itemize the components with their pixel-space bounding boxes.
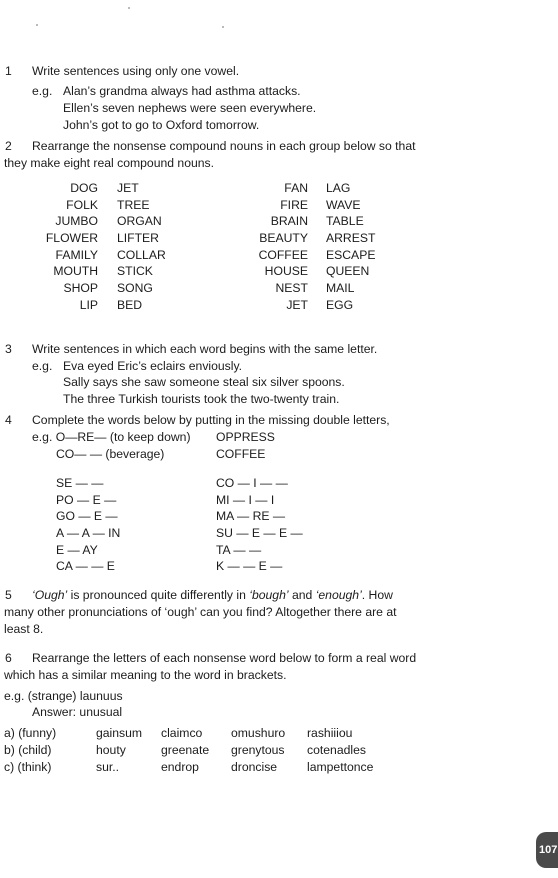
word: JET — [286, 297, 308, 312]
word: FAN — [284, 181, 308, 195]
word-puzzle: SU — E — E — — [216, 526, 303, 541]
page-speck — [36, 24, 38, 26]
exercise-6-number: 6 — [5, 651, 12, 665]
text: and — [288, 588, 316, 602]
word: TREE — [117, 197, 150, 212]
anagram-word: lampettonce — [307, 760, 374, 774]
word-puzzle: GO — E — — [56, 509, 118, 524]
exercise-3-example: Eva eyed Eric’s eclairs enviously. — [63, 359, 243, 373]
exercise-4-example-answer: OPPRESS — [216, 430, 275, 444]
exercise-5-line-3: least 8. — [4, 622, 44, 636]
exercise-1-example: John’s got to go to Oxford tomorrow. — [63, 118, 260, 132]
word-puzzle: SE — — — [56, 476, 104, 490]
exercise-3-example: Sally says she saw someone steal six silver spoons. — [63, 375, 345, 389]
word-puzzle: K — — E — — [216, 559, 283, 574]
word: JUMBO — [55, 214, 98, 229]
compound-left-first-column — [20, 180, 98, 314]
compound-right-first-column — [230, 180, 308, 314]
italic-term: ‘bough’ — [249, 588, 289, 602]
anagram-word: houty — [96, 743, 126, 757]
word: BRAIN — [270, 214, 308, 229]
text: . How — [361, 588, 393, 602]
exercise-1-number: 1 — [5, 64, 12, 78]
exercise-1-instruction: Write sentences using only one vowel. — [32, 64, 240, 78]
word: MAIL — [326, 281, 355, 296]
exercise-4-example-answer: COFFEE — [216, 447, 266, 461]
anagram-word: grenytous — [231, 743, 285, 757]
word-puzzle: MI — I — I — [216, 492, 275, 507]
word: FOLK — [66, 197, 98, 212]
word: ESCAPE — [326, 247, 376, 262]
italic-term: ‘Ough’ — [32, 588, 68, 602]
word: SHOP — [63, 281, 98, 296]
anagram-word: cotenadles — [307, 743, 366, 757]
exercise-6-example: e.g. (strange) launuus — [4, 689, 123, 703]
italic-term: ‘enough’ — [315, 588, 362, 602]
word: MOUTH — [53, 264, 98, 279]
anagram-word: greenate — [161, 743, 210, 757]
exercise-1-example: Alan’s grandma always had asthma attacks. — [63, 84, 301, 98]
exercise-5-line-2: many other pronunciations of ‘ough’ can you find? Altogether there are at — [4, 605, 397, 619]
word: DOG — [70, 181, 98, 195]
anagram-row-label: c) (think) — [4, 760, 52, 774]
word: BED — [117, 297, 143, 312]
word: BEAUTY — [259, 231, 308, 246]
word: EGG — [326, 297, 354, 312]
anagram-word: rashiiiou — [307, 726, 353, 740]
word-puzzle: E — AY — [56, 542, 98, 557]
compound-left-second-column — [117, 180, 166, 314]
page-speck — [128, 7, 130, 9]
word: WAVE — [326, 197, 361, 212]
word-puzzle: A — A — IN — [56, 526, 121, 541]
exercise-5-line-1 — [32, 587, 393, 604]
anagram-word: gainsum — [96, 726, 143, 740]
anagram-word: endrop — [161, 760, 199, 774]
compound-right-second-column — [326, 180, 375, 314]
word: NEST — [275, 281, 308, 296]
word-puzzle: TA — — — [216, 542, 262, 557]
word: TABLE — [326, 214, 364, 229]
word-puzzle: MA — RE — — [216, 509, 286, 524]
exercise-4-instruction: Complete the words below by putting in the missing double letters, — [32, 413, 390, 427]
anagram-word: droncise — [231, 760, 278, 774]
double-letter-right-column — [216, 475, 303, 575]
text: is pronounced quite differently in — [67, 588, 250, 602]
word: FAMILY — [55, 247, 98, 262]
word: STICK — [117, 264, 153, 279]
exercise-4-example-clue: CO— — (beverage) — [56, 447, 165, 461]
anagram-word: claimco — [161, 726, 203, 740]
word: LIFTER — [117, 231, 159, 246]
anagram-word: sur.. — [96, 760, 120, 774]
anagram-word: omushuro — [231, 726, 286, 740]
word-puzzle: CA — — E — [56, 559, 115, 574]
word: COFFEE — [258, 247, 308, 262]
word: COLLAR — [117, 247, 166, 262]
anagram-row-label: a) (funny) — [4, 726, 57, 740]
word: LAG — [326, 181, 351, 195]
word: FLOWER — [45, 231, 98, 246]
anagram-row-label: b) (child) — [4, 743, 52, 757]
word: ORGAN — [117, 214, 162, 229]
exercise-3-example: The three Turkish tourists took the two-twenty train. — [63, 392, 340, 406]
double-letter-left-column — [56, 475, 120, 575]
exercise-6-instruction: Rearrange the letters of each nonsense word below to form a real word — [32, 651, 417, 665]
word: JET — [117, 181, 139, 195]
exercise-6-instruction-cont: which has a similar meaning to the word in brackets. — [4, 668, 287, 682]
exercise-2-number: 2 — [5, 139, 12, 153]
exercise-3-number: 3 — [5, 342, 12, 356]
page-speck — [222, 26, 224, 28]
word-puzzle: PO — E — — [56, 492, 117, 507]
exercise-6-example-answer: Answer: unusual — [32, 705, 123, 719]
word: ARREST — [326, 231, 376, 246]
exercise-1-example: Ellen’s seven nephews were seen everywhere. — [63, 101, 317, 115]
exercise-3-eg: e.g. — [32, 359, 53, 373]
word-puzzle: CO — I — — — [216, 476, 288, 490]
word: LIP — [79, 297, 98, 312]
word: HOUSE — [264, 264, 308, 279]
word: SONG — [117, 281, 153, 296]
exercise-2-instruction: Rearrange the nonsense compound nouns in each group below so that — [32, 139, 416, 153]
page-number-badge: 107 — [536, 832, 558, 868]
word: QUEEN — [326, 264, 370, 279]
word: FIRE — [280, 197, 308, 212]
exercise-3-instruction: Write sentences in which each word begins with the same letter. — [32, 342, 378, 356]
exercise-5-number: 5 — [5, 588, 12, 602]
exercise-2-instruction-cont: they make eight real compound nouns. — [4, 156, 215, 170]
exercise-4-example-clue: e.g. O—RE— (to keep down) — [32, 430, 191, 444]
exercise-4-number: 4 — [5, 413, 12, 427]
exercise-1-eg: e.g. — [32, 84, 53, 98]
